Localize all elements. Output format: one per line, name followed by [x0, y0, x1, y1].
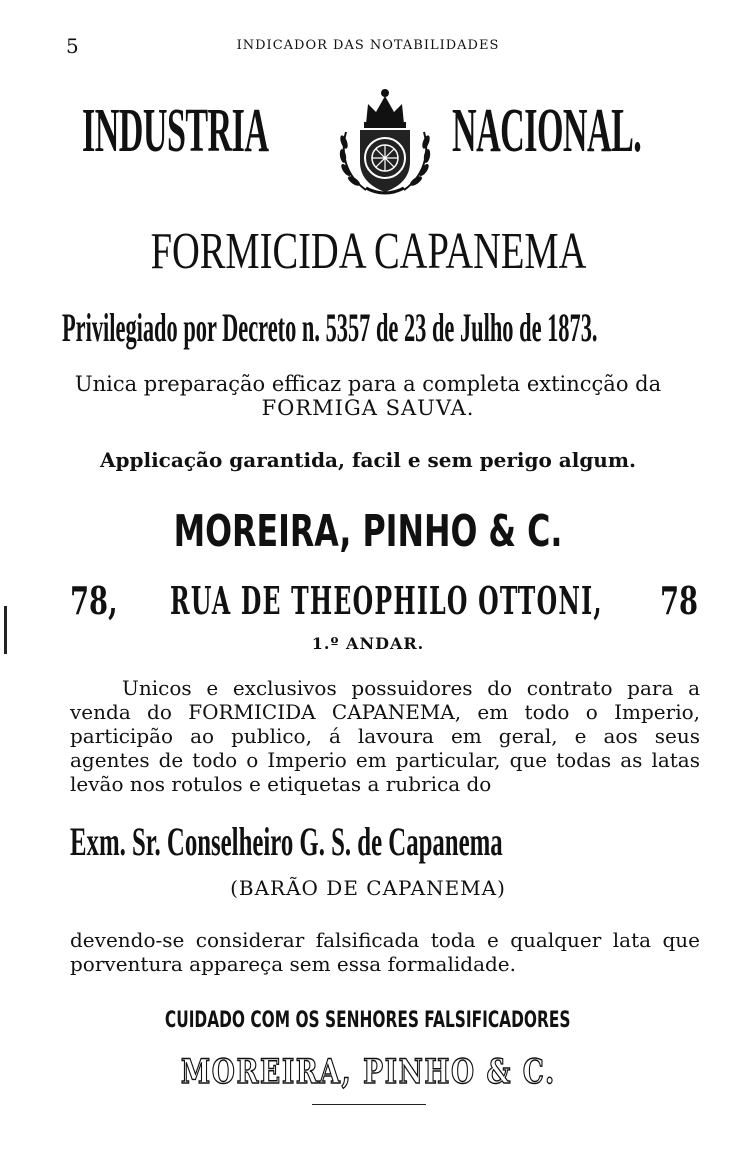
- address-number-left: 78,: [70, 578, 118, 623]
- paragraph-line: Unicos e exclusivos possuidores do contrato para a: [122, 676, 700, 700]
- margin-mark: [4, 606, 7, 654]
- paragraph-line: agentes de todo o Imperio em particular, que todas as latas: [70, 748, 700, 772]
- description-line-1: Unica preparação efficaz para a completa extincção da: [74, 372, 662, 396]
- title-right: NACIONAL.: [452, 97, 642, 165]
- imperial-coat-of-arms-icon: [332, 84, 438, 198]
- counterfeit-paragraph: [70, 928, 700, 976]
- paragraph-line: levão nos rotulos e etiquetas a rubrica do: [70, 772, 492, 796]
- company-name: MOREIRA, PINHO & C.: [173, 506, 563, 557]
- description-line-2: FORMIGA SAUVA.: [261, 396, 475, 420]
- exclusivity-paragraph: [70, 676, 700, 796]
- privilege-decree: Privilegiado por Decreto n. 5357 de 23 de Julho de 1873.: [62, 305, 598, 350]
- paragraph-line: venda do FORMICIDA CAPANEMA, em todo o Imperio,: [70, 700, 700, 724]
- address-floor: 1.º ANDAR.: [311, 634, 425, 653]
- company-signature: MOREIRA, PINHO & C.: [180, 1052, 556, 1092]
- paragraph-line: porventura appareça sem essa formalidade.: [70, 952, 516, 976]
- address-number-right: 78: [660, 578, 699, 623]
- paragraph-line: devendo-se considerar falsificada toda e qualquer lata que: [70, 928, 700, 952]
- running-head: INDICADOR DAS NOTABILIDADES: [236, 38, 500, 53]
- address-street: RUA DE THEOPHILO OTTONI,: [170, 578, 603, 623]
- paragraph-line: participão ao publico, á lavoura em geral, e aos seus: [70, 724, 700, 748]
- page-number: 5: [66, 34, 79, 58]
- title-left: INDUSTRIA: [82, 97, 269, 165]
- product-name: FORMICIDA CAPANEMA: [150, 223, 586, 280]
- baron-title: (BARÃO DE CAPANEMA): [230, 876, 506, 900]
- patron-name: Exm. Sr. Conselheiro G. S. de Capanema: [70, 819, 503, 864]
- closing-rule: [312, 1104, 426, 1105]
- counterfeit-warning: CUIDADO COM OS SENHORES FALSIFICADORES: [165, 1008, 571, 1033]
- application-claim: Applicação garantida, facil e sem perigo algum.: [100, 448, 636, 472]
